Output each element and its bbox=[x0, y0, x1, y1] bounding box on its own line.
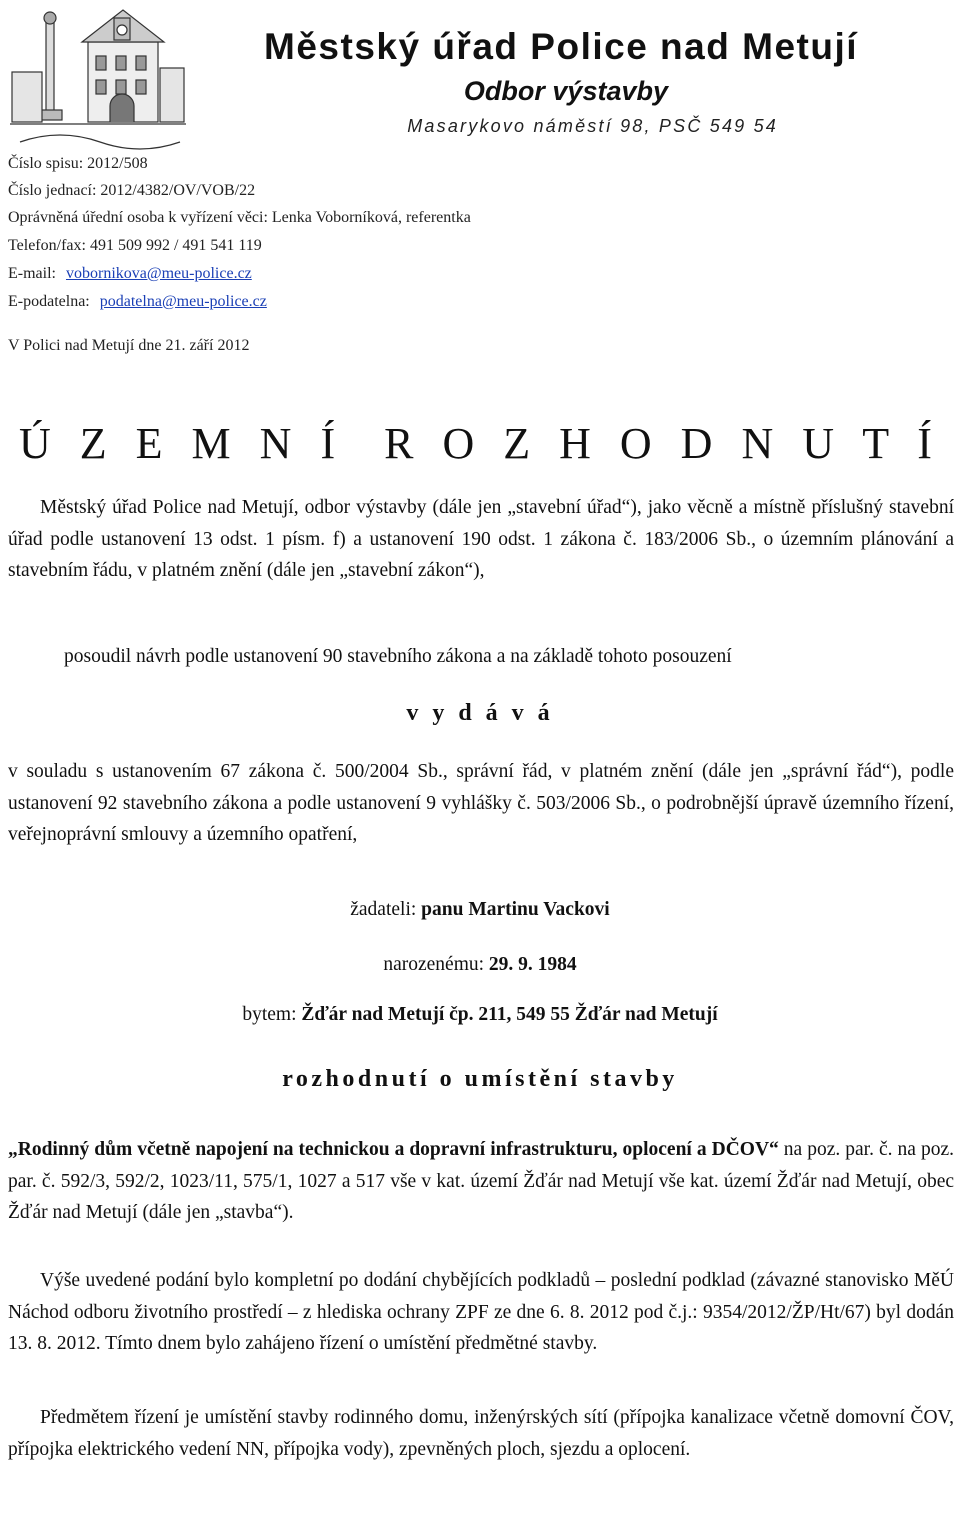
document-title bbox=[0, 418, 960, 469]
issues-heading: v y d á v á bbox=[406, 700, 554, 726]
assessed-line: posoudil návrh podle ustanovení 90 stavebního zákona a na základě tohoto posouzení bbox=[64, 646, 732, 667]
subject-name: „Rodinný dům včetně napojení na technickou a dopravní infrastrukturu, oplocení a DČOV“ bbox=[8, 1139, 779, 1160]
department-name: Odbor výstavby bbox=[463, 76, 668, 106]
birth-label: narozenému: bbox=[383, 954, 489, 975]
applicant-line bbox=[0, 895, 960, 925]
epodatelna-row bbox=[8, 292, 267, 312]
town-hall-logo bbox=[10, 2, 186, 152]
epodatelna-label: E-podatelna: bbox=[8, 293, 90, 310]
office-name: Městský úřad Police nad Metují bbox=[264, 26, 858, 67]
applicant-name: panu Martinu Vackovi bbox=[421, 899, 610, 920]
email-label: E-mail: bbox=[8, 265, 56, 282]
document-date: V Polici nad Metují dne 21. září 2012 bbox=[8, 337, 250, 354]
submission-paragraph: Výše uvedené podání bylo kompletní po dodání chybějících podkladů – poslední podklad (závazné stanovisko MěÚ Náchod odboru životního prostředí – z hlediska ochrany ZPF ze dne 6. 8. 2012 pod č.j.: 9354/2012/ŽP/Ht/67) byl dodán 13. 8. 2012. Tímto dnem bylo zahájeno řízení o umístění předmětné stavby. bbox=[8, 1270, 954, 1354]
subject-paragraph bbox=[8, 1134, 954, 1229]
residence-line bbox=[0, 1000, 960, 1030]
official-person: Oprávněná úřední osoba k vyřízení věci: Lenka Voborníková, referentka bbox=[8, 209, 471, 226]
epodatelna-link[interactable]: podatelna@meu-police.cz bbox=[99, 293, 267, 310]
email-row bbox=[8, 264, 252, 284]
office-address: Masarykovo náměstí 98, PSČ 549 54 bbox=[407, 116, 778, 136]
birth-line bbox=[0, 950, 960, 980]
subject-details: na poz. par. č. na poz. par. č. 592/3, 592/2, 1023/11, 575/1, 1027 a 517 vše v kat. území Žďár nad Metují vše kat. území Žďár nad Metují, obec Žďár nad Metují (dále jen „stavba“). bbox=[8, 1139, 954, 1223]
title-part-1: Ú Z E M N Í bbox=[19, 419, 345, 468]
subject-of-proceedings-paragraph: Předmětem řízení je umístění stavby rodinného domu, inženýrských sítí (přípojka kanalizace včetně domovní ČOV, přípojka elektrického vedení NN, přípojka vody), zpevněných ploch, sjezdu a oplocení. bbox=[8, 1407, 954, 1460]
email-link[interactable]: vobornikova@meu-police.cz bbox=[65, 265, 252, 282]
applicant-label: žadateli: bbox=[350, 899, 422, 920]
decision-heading: rozhodnutí o umístění stavby bbox=[282, 1066, 678, 1092]
phone-fax: Telefon/fax: 491 509 992 / 491 541 119 bbox=[8, 237, 262, 254]
title-part-2: R O Z H O D N U T Í bbox=[384, 419, 941, 468]
residence-address: Žďár nad Metují čp. 211, 549 55 Žďár nad Metují bbox=[301, 1004, 718, 1025]
residence-label: bytem: bbox=[242, 1004, 302, 1025]
legal-basis-paragraph: v souladu s ustanovením 67 zákona č. 500/2004 Sb., správní řád, v platném znění (dále jen „správní řád“), podle ustanovení 92 stavebního zákona a podle ustanovení 9 vyhlášky č. 503/2006 Sb., o podrobnější úpravě územního řízení, veřejnoprávní smlouvy a územního opatření, bbox=[8, 761, 954, 845]
intro-paragraph: Městský úřad Police nad Metují, odbor výstavby (dále jen „stavební úřad“), jako věcně a místně příslušný stavební úřad podle ustanovení 13 odst. 1 písm. f) a ustanovení 190 odst. 1 zákona č. 183/2006 Sb., o územním plánování a stavebním řádu, v platném znění (dále jen „stavební zákon“), bbox=[8, 497, 954, 581]
birth-date: 29. 9. 1984 bbox=[488, 954, 577, 975]
reference-number: Číslo jednací: 2012/4382/OV/VOB/22 bbox=[8, 182, 256, 199]
file-number: Číslo spisu: 2012/508 bbox=[8, 155, 148, 172]
